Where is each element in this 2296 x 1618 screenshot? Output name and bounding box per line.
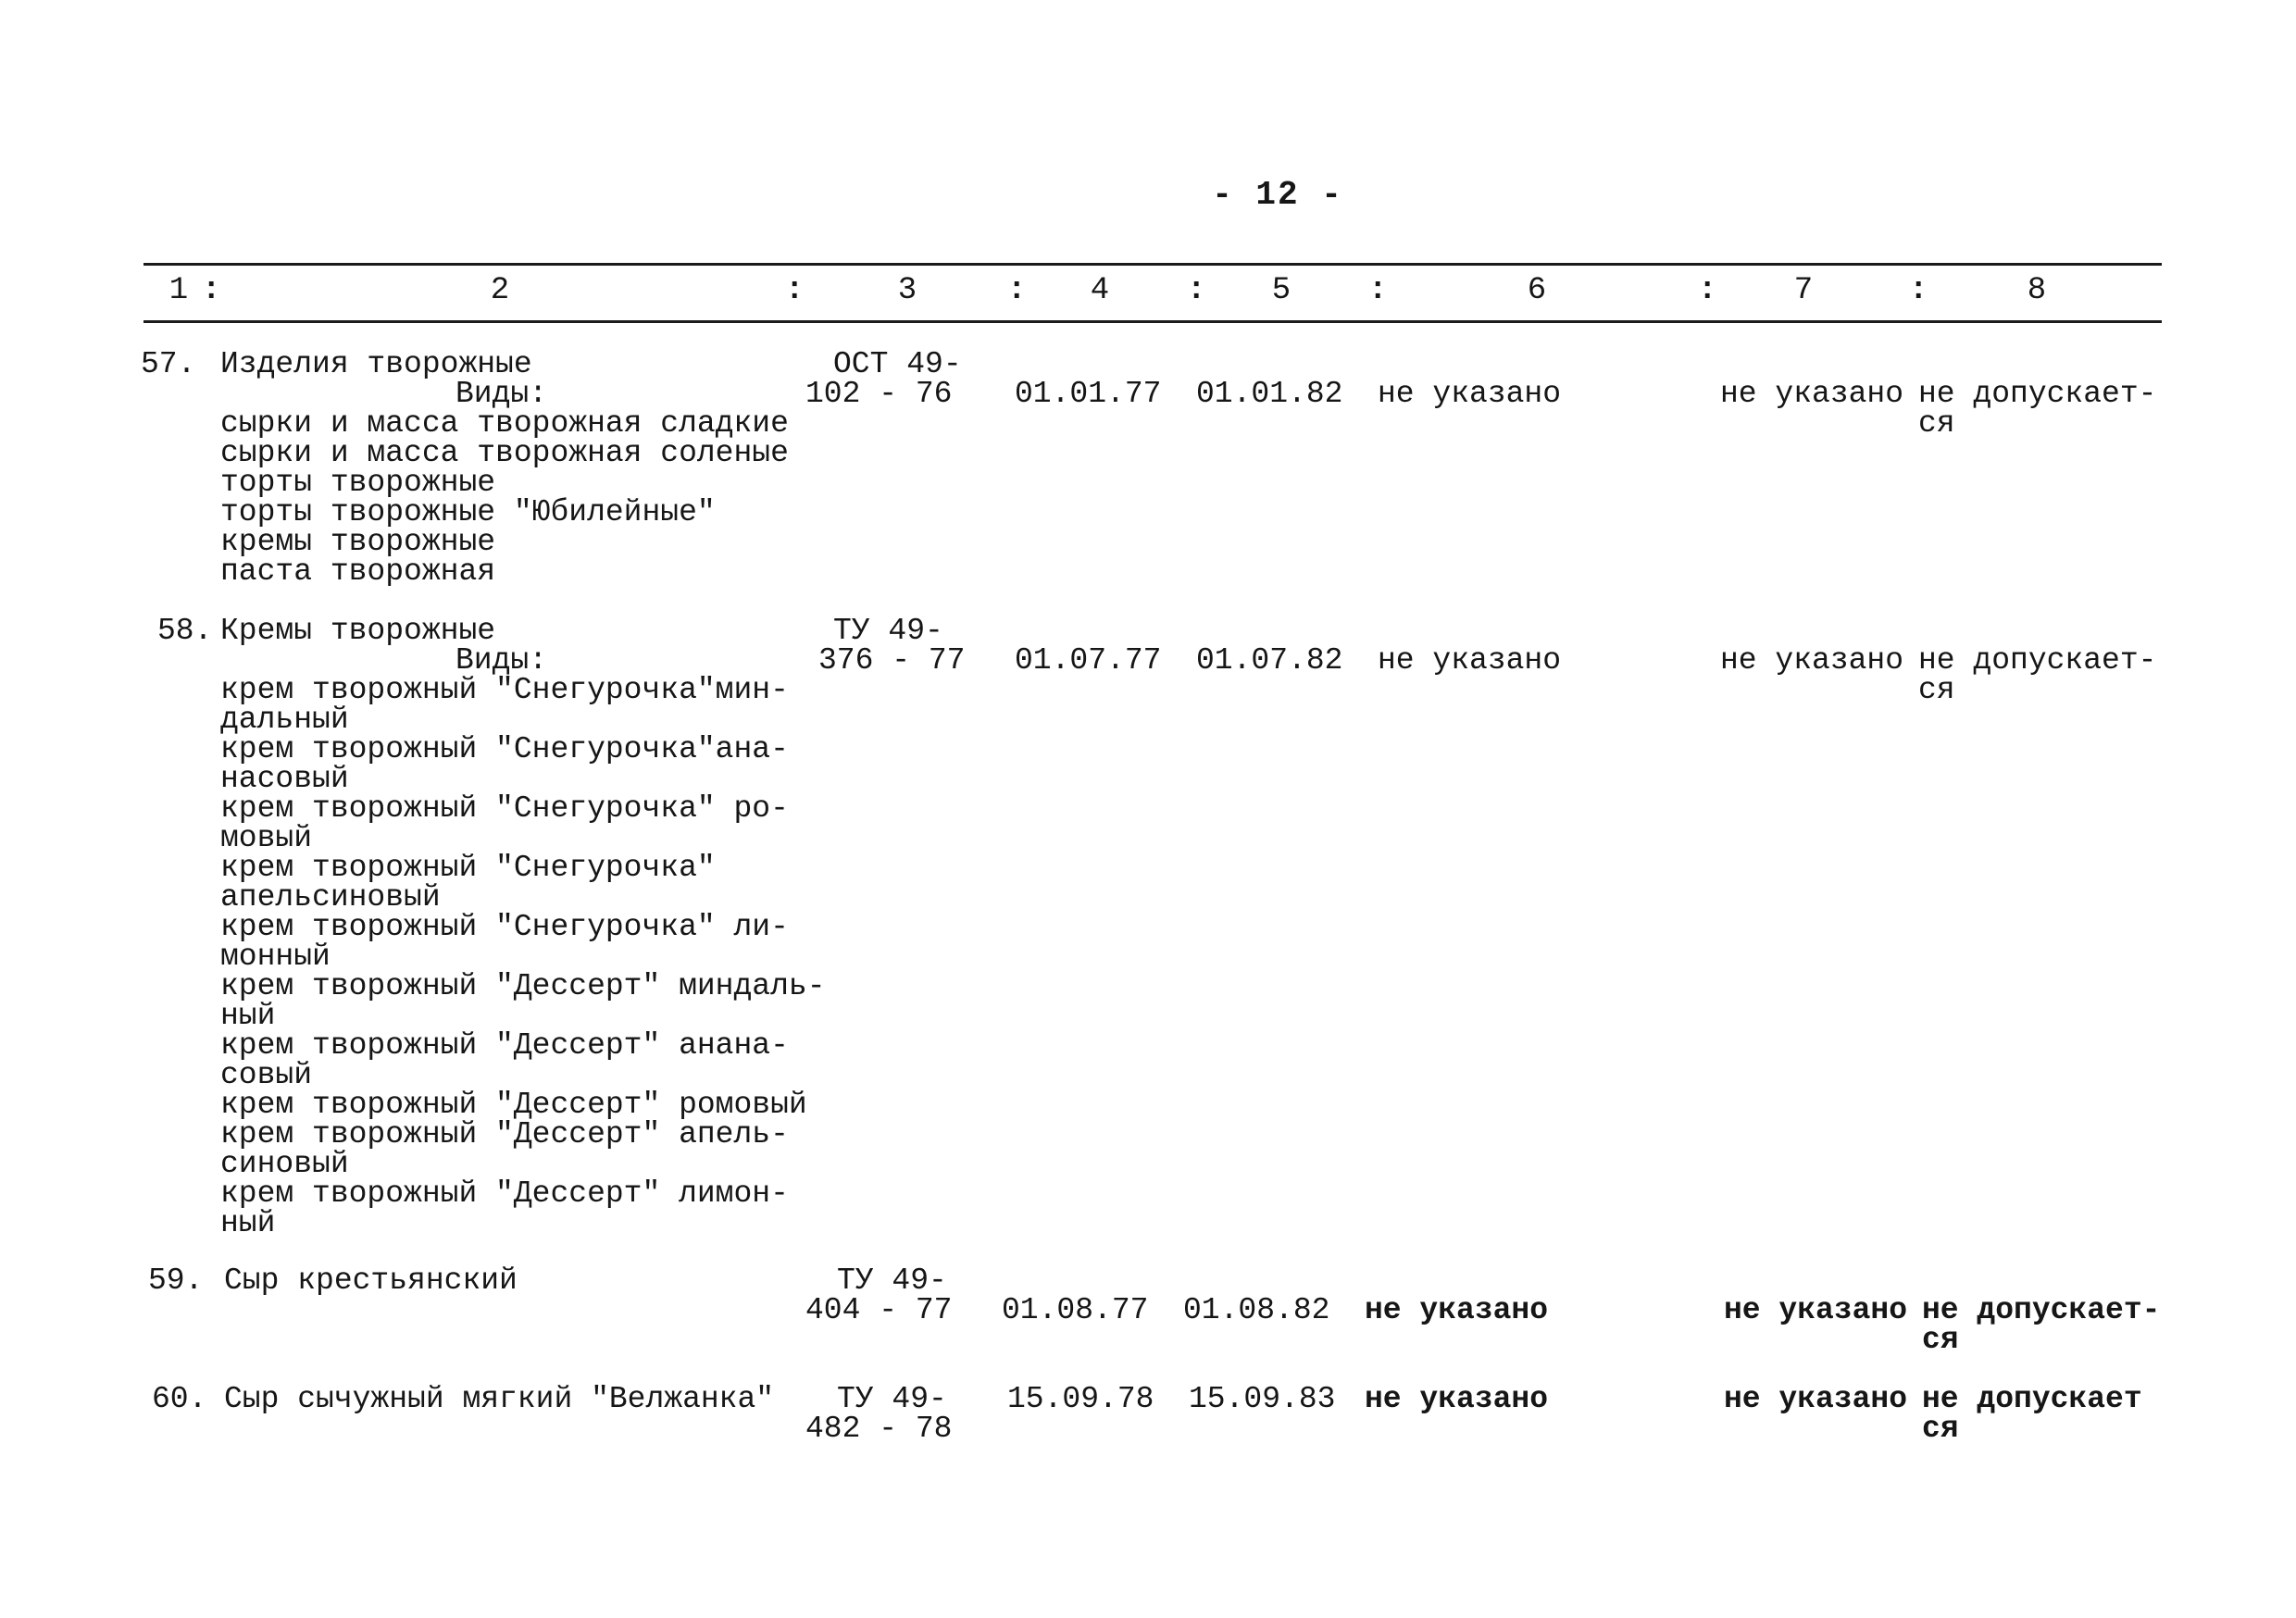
standard-document: 404 - 77 <box>805 1293 953 1327</box>
product-title: Сыр сычужный мягкий "Велжанка" <box>224 1382 775 1416</box>
column-8-value: ся <box>1918 673 1955 707</box>
product-kind: мовый <box>220 821 313 855</box>
product-kind: синовый <box>220 1147 349 1181</box>
product-kind: апельсиновый <box>220 880 441 915</box>
header-separator: : <box>1187 273 1206 308</box>
product-kind: торты творожные <box>220 466 496 500</box>
column-6-value: не указано <box>1365 1293 1549 1327</box>
header-col-2: 2 <box>490 273 510 308</box>
standard-document: 376 - 77 <box>818 643 966 678</box>
column-8-value: не допускает- <box>1922 1293 2161 1327</box>
product-kind: дальный <box>220 703 349 737</box>
header-separator: : <box>1368 273 1388 308</box>
header-separator: : <box>1698 273 1717 308</box>
column-8-value: не допускает <box>1922 1382 2142 1416</box>
product-kind: ный <box>220 1206 276 1240</box>
row-number: 60. <box>152 1382 207 1416</box>
date-valid-until: 15.09.83 <box>1189 1382 1336 1416</box>
column-7-value: не указано <box>1720 377 1904 411</box>
kinds-label: Виды: <box>455 377 548 411</box>
column-8-value: ся <box>1918 406 1955 441</box>
row-number: 58. <box>157 614 213 648</box>
header-separator: : <box>785 273 805 308</box>
column-7-value: не указано <box>1720 643 1904 678</box>
header-separator: : <box>1007 273 1027 308</box>
date-valid-until: 01.08.82 <box>1183 1293 1330 1327</box>
product-kind: сырки и масса творожная сладкие <box>220 406 789 441</box>
standard-document: 102 - 76 <box>805 377 953 411</box>
standard-document: ТУ 49- <box>837 1382 947 1416</box>
product-kind: крем творожный "Дессерт" апель- <box>220 1117 789 1151</box>
row-number: 59. <box>148 1263 204 1298</box>
standard-document: ТУ 49- <box>837 1263 947 1298</box>
page-number: - 12 - <box>1212 176 1343 214</box>
product-title: Кремы творожные <box>220 614 496 648</box>
header-separator: : <box>1909 273 1928 308</box>
product-kind: монный <box>220 940 331 974</box>
standard-document: ТУ 49- <box>833 614 943 648</box>
header-col-4: 4 <box>1090 273 1110 308</box>
column-7-value: не указано <box>1724 1293 1908 1327</box>
product-kind: совый <box>220 1058 313 1092</box>
date-introduced: 01.08.77 <box>1002 1293 1149 1327</box>
header-col-6: 6 <box>1527 273 1547 308</box>
header-col-7: 7 <box>1793 273 1814 308</box>
standard-document: 482 - 78 <box>805 1412 953 1446</box>
product-kind: сырки и масса творожная соленые <box>220 436 789 470</box>
column-6-value: не указано <box>1378 377 1562 411</box>
date-introduced: 01.01.77 <box>1015 377 1162 411</box>
column-7-value: не указано <box>1724 1382 1908 1416</box>
product-kind: кремы творожные <box>220 525 496 559</box>
header-col-3: 3 <box>897 273 917 308</box>
date-valid-until: 01.07.82 <box>1196 643 1343 678</box>
product-kind: крем творожный "Дессерт" миндаль- <box>220 969 826 1003</box>
header-col-5: 5 <box>1271 273 1292 308</box>
date-introduced: 01.07.77 <box>1015 643 1162 678</box>
header-col-8: 8 <box>2027 273 2047 308</box>
column-8-value: ся <box>1922 1412 1959 1446</box>
product-kind: торты творожные "Юбилейные" <box>220 495 716 529</box>
product-kind: насовый <box>220 762 349 796</box>
date-introduced: 15.09.78 <box>1007 1382 1154 1416</box>
product-title: Изделия творожные <box>220 347 532 381</box>
product-kind: крем творожный "Снегурочка" ли- <box>220 910 789 944</box>
product-title: Сыр крестьянский <box>224 1263 518 1298</box>
row-number: 57. <box>141 347 196 381</box>
column-8-value: не допускает- <box>1918 377 2157 411</box>
column-6-value: не указано <box>1378 643 1562 678</box>
product-kind: крем творожный "Снегурочка" <box>220 851 716 885</box>
header-col-1: 1 <box>168 273 189 308</box>
column-8-value: не допускает- <box>1918 643 2157 678</box>
product-kind: крем творожный "Дессерт" лимон- <box>220 1176 789 1211</box>
column-8-value: ся <box>1922 1323 1959 1357</box>
product-kind: крем творожный "Снегурочка"ана- <box>220 732 789 766</box>
table-top-rule <box>144 263 2162 266</box>
table-header-rule <box>144 320 2162 323</box>
standard-document: ОСТ 49- <box>833 347 962 381</box>
product-kind: крем творожный "Снегурочка"мин- <box>220 673 789 707</box>
product-kind: крем творожный "Дессерт" анана- <box>220 1028 789 1063</box>
date-valid-until: 01.01.82 <box>1196 377 1343 411</box>
product-kind: крем творожный "Снегурочка" ро- <box>220 791 789 826</box>
header-separator: : <box>202 273 221 308</box>
kinds-label: Виды: <box>455 643 548 678</box>
product-kind: крем творожный "Дессерт" ромовый <box>220 1088 807 1122</box>
column-6-value: не указано <box>1365 1382 1549 1416</box>
product-kind: ный <box>220 999 276 1033</box>
product-kind: паста творожная <box>220 554 496 589</box>
